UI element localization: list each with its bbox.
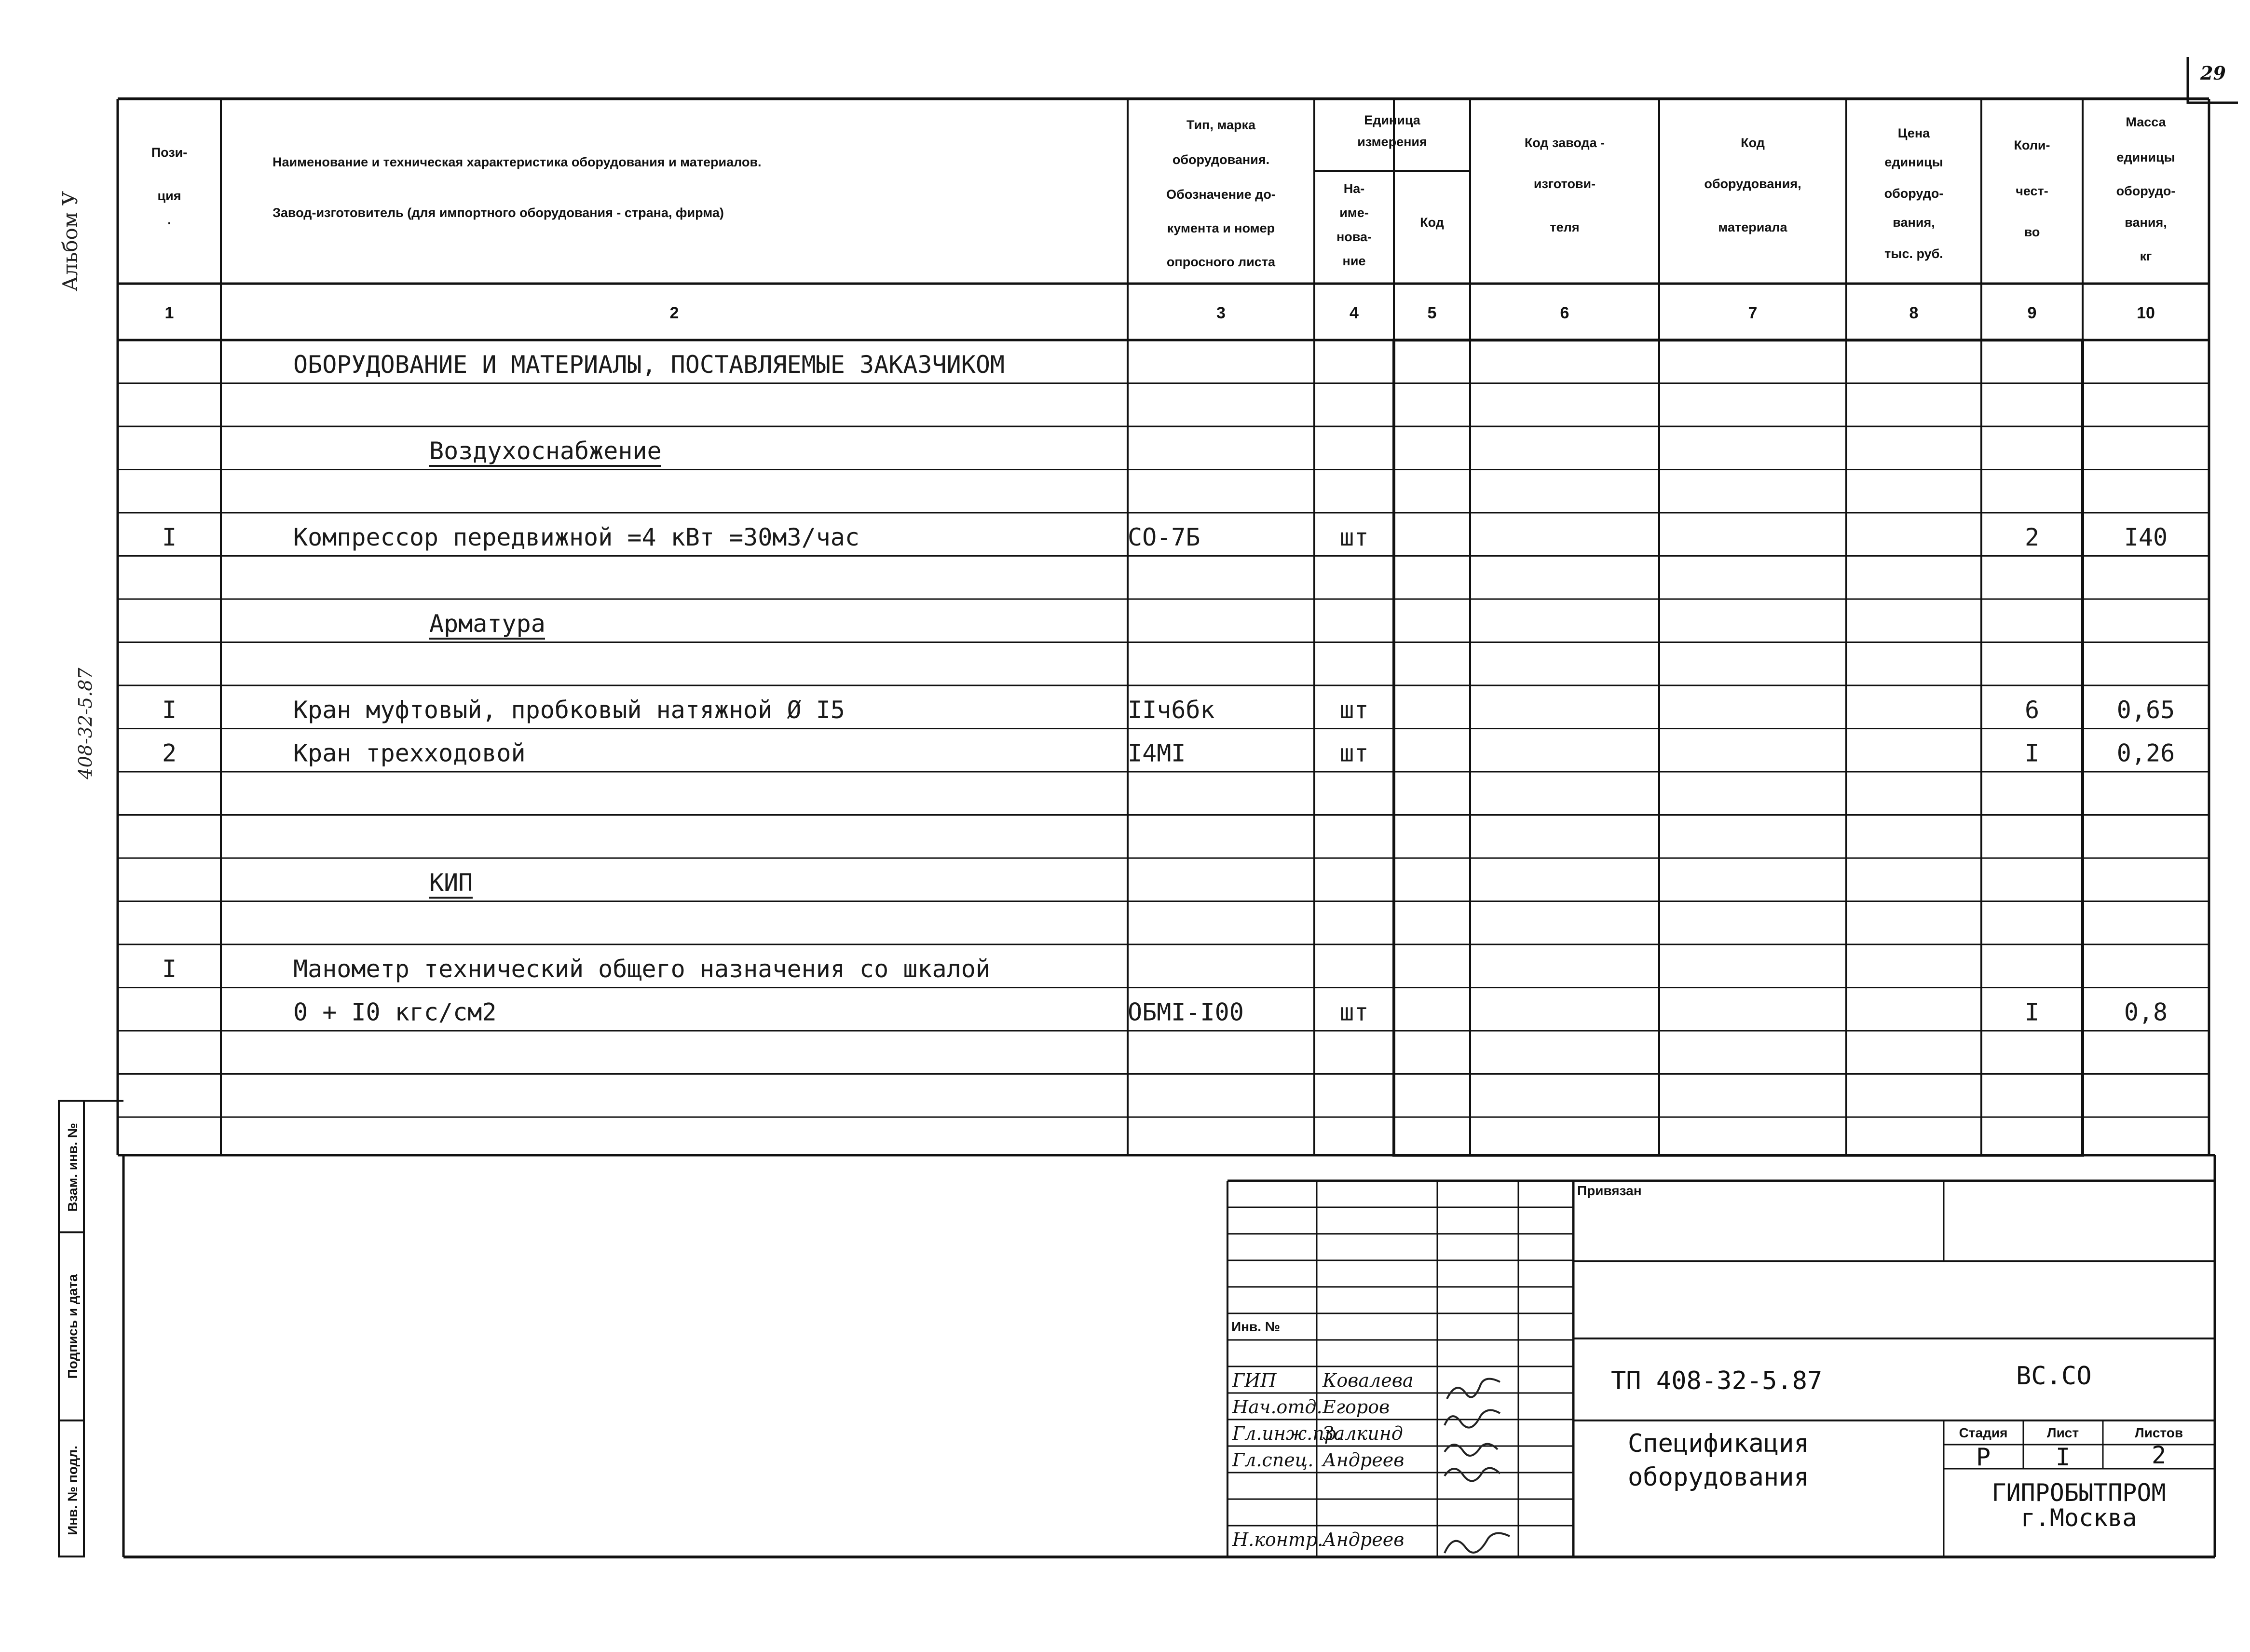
cell-name: 0 + I0 кгс/см2 [293, 998, 497, 1026]
table-header [151, 113, 2176, 322]
left-stamp-strip [59, 1101, 123, 1556]
column-number: 7 [1748, 304, 1758, 322]
column-header-text: вания, [1893, 215, 1935, 230]
org-city: г.Москва [2020, 1504, 2137, 1532]
cell-name: КИП [429, 869, 473, 897]
column-number: 9 [2027, 304, 2037, 322]
table-row [162, 955, 990, 983]
table-row [293, 351, 1005, 379]
role-person: Ковалева [1323, 1370, 1414, 1391]
cell-type: IIч6бк [1128, 696, 1215, 724]
sheets-label: Листов [2134, 1425, 2183, 1440]
table-row [162, 523, 2168, 551]
cell-position: I [162, 955, 177, 983]
cell-mass: 0,65 [2116, 696, 2175, 724]
page-number-corner [2188, 57, 2238, 104]
column-header-text: кг [2140, 249, 2152, 263]
signature-roles [1232, 1370, 1414, 1550]
column-header-text: оборудо- [2116, 184, 2176, 198]
column-header-text: . [167, 213, 171, 227]
column-number: 8 [1909, 304, 1919, 322]
page-number: 29 [2200, 62, 2226, 84]
role-title: Гл.инж.пр. [1232, 1423, 1342, 1444]
privyazan-label: Привязан [1577, 1183, 1642, 1198]
table-row [293, 998, 2168, 1026]
cell-unit: шт [1339, 523, 1369, 551]
album-label: Альбом У [58, 191, 82, 292]
unit-group-header: Единица [1364, 113, 1420, 127]
column-header-text: име- [1339, 205, 1369, 220]
cell-name: Кран муфтовый, пробковый натяжной Ø I5 [293, 696, 845, 724]
column-header-text: ция [157, 189, 181, 203]
column-header-text: Цена [1897, 126, 1930, 140]
cell-unit: шт [1339, 696, 1369, 724]
column-header-text: оборудования. [1172, 152, 1270, 167]
role-person: Андреев [1323, 1449, 1405, 1471]
doc-number: ТП 408-32-5.87 [1611, 1366, 1823, 1395]
column-header-text: оборудования, [1704, 177, 1801, 191]
column-header-text: вания, [2125, 215, 2167, 230]
column-header-text: Наименование и техническая характеристика оборудования и материалов. [273, 155, 762, 169]
stamp-vzam-inv: Взам. инв. № [65, 1123, 80, 1212]
doc-mark: ВС.СО [2016, 1362, 2092, 1391]
column-header-text: нова- [1336, 230, 1372, 244]
role-person: Егоров [1323, 1396, 1390, 1418]
cell-name: Манометр технический общего назначения со шкалой [293, 955, 990, 983]
role-person: Залкинд [1323, 1423, 1403, 1444]
cell-position: I [162, 523, 177, 551]
column-header-text: Завод-изготовитель (для импортного оборудования - страна, фирма) [273, 205, 724, 220]
cell-name: Кран трехходовой [293, 739, 526, 767]
column-number: 1 [164, 304, 174, 322]
sheets-value: 2 [2151, 1441, 2167, 1469]
cell-unit: шт [1339, 739, 1369, 767]
code-columns-box [1394, 340, 2083, 1155]
column-header-text: оборудо- [1884, 186, 1944, 201]
column-header-text: кумента и номер [1167, 221, 1275, 235]
inv-label: Инв. № [1231, 1319, 1281, 1334]
column-header-text: единицы [1884, 155, 1943, 169]
column-number: 2 [669, 304, 679, 322]
column-number: 10 [2137, 304, 2155, 322]
column-number: 6 [1560, 304, 1569, 322]
column-number: 4 [1350, 304, 1359, 322]
column-header-text: Код [1741, 136, 1765, 150]
stage-value: Р [1976, 1443, 1991, 1471]
role-title: Н.контр. [1232, 1529, 1323, 1550]
stamp-inv-podl: Инв. № подл. [65, 1446, 80, 1535]
column-header-text: На- [1343, 181, 1365, 196]
sheet-label: Лист [2046, 1425, 2079, 1440]
table-row [429, 610, 545, 639]
column-header-text: изготови- [1533, 177, 1596, 191]
cell-name: Арматура [429, 610, 545, 638]
org-name: ГИПРОБЫТПРОМ [1991, 1479, 2166, 1507]
cell-quantity: 6 [2024, 696, 2040, 724]
signatures [1445, 1379, 1510, 1553]
column-header-text: Код завода - [1524, 136, 1605, 150]
doc-title-line-1: Спецификация [1628, 1429, 1809, 1458]
column-header-text: единицы [2116, 150, 2175, 164]
table-body [162, 351, 2175, 1026]
doc-code-handwritten: 408-32-5.87 [75, 668, 96, 779]
cell-mass: 0,26 [2116, 739, 2175, 767]
cell-quantity: I [2024, 998, 2040, 1026]
unit-group-header: измерения [1357, 135, 1427, 149]
doc-title-line-2: оборудования [1628, 1463, 1809, 1492]
column-header-text: Тип, марка [1186, 118, 1256, 132]
sheet-value: I [2055, 1443, 2071, 1471]
column-header-text: теля [1550, 220, 1580, 234]
role-title: ГИП [1232, 1370, 1277, 1391]
column-number: 5 [1427, 304, 1437, 322]
cell-position: I [162, 696, 177, 724]
table-row [162, 696, 2175, 724]
cell-name: Компрессор передвижной =4 кВт =30м3/час [293, 523, 859, 551]
stage-label: Стадия [1959, 1425, 2008, 1440]
cell-mass: 0,8 [2124, 998, 2168, 1026]
cell-type: ОБМI-I00 [1128, 998, 1244, 1026]
column-header-text: чест- [2016, 184, 2048, 198]
column-header-text: материала [1718, 220, 1787, 234]
cell-quantity: I [2024, 739, 2040, 767]
cell-quantity: 2 [2024, 523, 2040, 551]
cell-position: 2 [162, 739, 177, 767]
cell-name: Воздухоснабжение [429, 437, 662, 465]
cell-unit: шт [1339, 998, 1369, 1026]
column-header-text: Код [1420, 215, 1444, 230]
column-header-text: опросного листа [1166, 255, 1276, 269]
role-title: Нач.отд. [1232, 1396, 1323, 1418]
stamp-podpis-data: Подпись и дата [65, 1274, 80, 1379]
column-header-text: Обозначение до- [1166, 187, 1276, 202]
role-title: Гл.спец. [1232, 1449, 1314, 1471]
column-header-text: Масса [2126, 115, 2166, 129]
cell-name: ОБОРУДОВАНИЕ И МАТЕРИАЛЫ, ПОСТАВЛЯЕМЫЕ ЗАКАЗЧИКОМ [293, 351, 1005, 379]
table-row [429, 869, 473, 898]
column-header-text: Пози- [151, 145, 188, 160]
role-person: Андреев [1323, 1529, 1405, 1550]
cell-type: I4МI [1128, 739, 1186, 767]
column-number: 3 [1216, 304, 1226, 322]
table-row [429, 437, 662, 466]
cell-mass: I40 [2124, 523, 2168, 551]
column-header-text: Коли- [2014, 138, 2050, 152]
table-row [162, 739, 2175, 767]
cell-type: СО-7Б [1128, 523, 1200, 551]
column-header-text: во [2024, 225, 2040, 239]
column-header-text: ние [1342, 254, 1366, 268]
column-header-text: тыс. руб. [1884, 246, 1943, 261]
